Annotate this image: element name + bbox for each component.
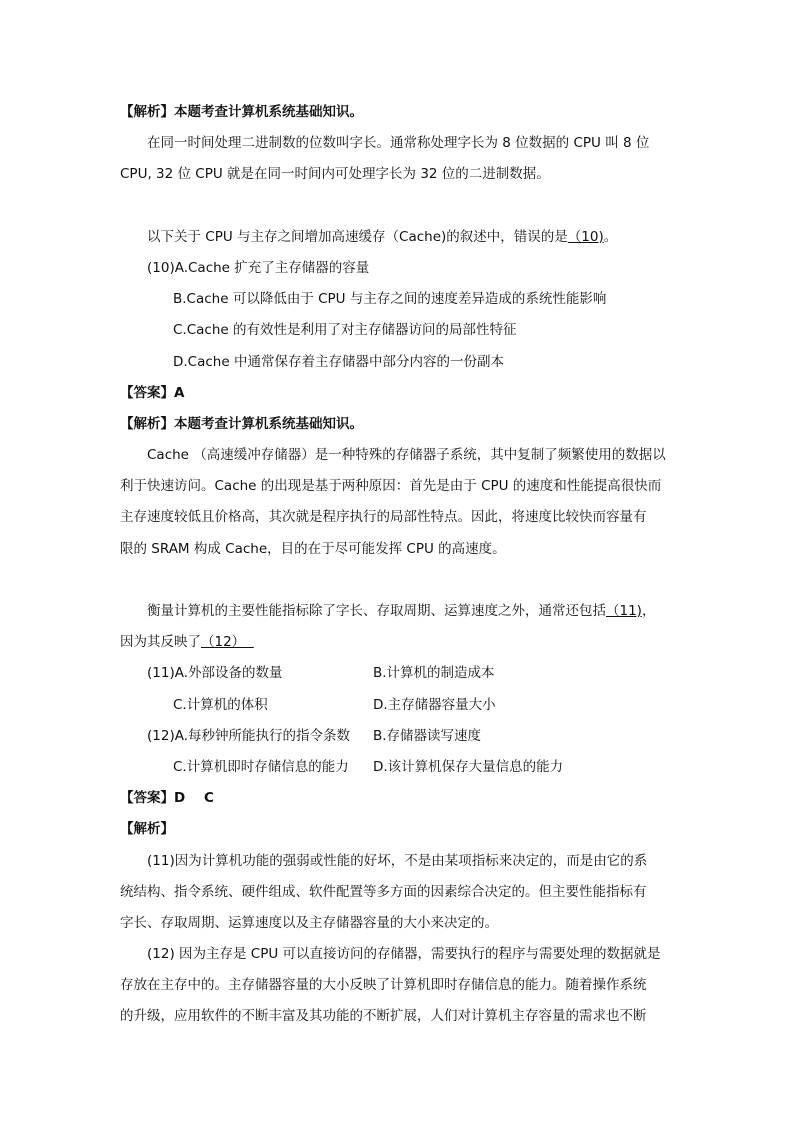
option-row: [120, 721, 680, 752]
paragraph-line: 在同一时间处理二进制数的位数叫字长。通常称处理字长为 8 位数据的 CPU 叫 8 位: [147, 135, 650, 152]
option-d: D.该计算机保存大量信息的能力: [373, 758, 564, 775]
answer-blank: （11): [606, 603, 642, 619]
paragraph-line: (11)因为计算机功能的强弱或性能的好坏，不是由某项指标来决定的，而是由它的系: [147, 852, 648, 869]
paragraph-line: 字长、存取周期、运算速度以及主存储器容量的大小来决定的。: [120, 914, 498, 931]
document-page: [120, 97, 680, 1033]
stem-text: 因为其反映了: [120, 634, 201, 651]
option-c: C.计算机的体积: [173, 696, 268, 713]
paragraph-line: CPU, 32 位 CPU 就是在同一时间内可处理字长为 32 位的二进制数据。: [120, 166, 550, 183]
answer-blank: （10): [567, 228, 604, 245]
option-b: B.Cache 可以降低由于 CPU 与主存之间的速度差异造成的系统性能影响: [173, 291, 607, 308]
option-b: B.计算机的制造成本: [373, 665, 495, 682]
paragraph-line: 利于快速访问。Cache 的出现是基于两种原因：首先是由于 CPU 的速度和性能提高很快而: [120, 478, 662, 495]
option-c: C.计算机即时存储信息的能力: [173, 758, 349, 775]
option-row: [120, 658, 680, 689]
stem-text: 衡量计算机的主要性能指标除了字长、存取周期、运算速度之外，通常还包括: [147, 603, 606, 619]
question-stem: [120, 627, 680, 658]
paragraph-line: (12) 因为主存是 CPU 可以直接访问的存储器，需要执行的程序与需要处理的数据就是: [147, 946, 661, 963]
option-a: (11)A.外部设备的数量: [147, 665, 283, 682]
option-d: D.Cache 中通常保存着主存储器中部分内容的一份副本: [173, 353, 504, 370]
question-stem: [120, 596, 680, 627]
option-row: [120, 690, 680, 721]
paragraph-line: 统结构、指令系统、硬件组成、软件配置等多方面的因素综合决定的。但主要性能指标有: [120, 883, 647, 900]
option-b: B.存储器读写速度: [373, 727, 482, 744]
analysis-heading: 【解析】本题考查计算机系统基础知识。: [120, 415, 363, 432]
answer: 【答案】A: [120, 384, 185, 401]
analysis-heading: 【解析】本题考查计算机系统基础知识。: [120, 104, 363, 120]
answer: 【答案】D C: [120, 790, 214, 807]
option-d: D.主存储器容量大小: [373, 696, 496, 713]
option-c: C.Cache 的有效性是利用了对主存储器访问的局部性特征: [173, 322, 517, 339]
question-stem: [120, 222, 680, 253]
stem-text: 以下关于 CPU 与主存之间增加高速缓存（Cache)的叙述中，错误的是: [147, 228, 568, 245]
answer-blank: （12）: [201, 634, 254, 651]
option-a: (10)A.Cache 扩充了主存储器的容量: [147, 259, 370, 276]
paragraph-line: 主存速度较低且价格高，其次就是程序执行的局部性特点。因此，将速度比较快而容量有: [120, 509, 647, 526]
stem-end: 。: [603, 228, 618, 245]
paragraph-line: 限的 SRAM 构成 Cache，目的在于尽可能发挥 CPU 的高速度。: [120, 540, 506, 557]
paragraph-line: 存放在主存中的。主存储器容量的大小反映了计算机即时存储信息的能力。随着操作系统: [120, 977, 647, 994]
option-a: (12)A.每秒钟所能执行的指令条数: [147, 727, 351, 744]
stem-end: ，: [641, 603, 656, 619]
option-row: [120, 752, 680, 783]
analysis-heading: 【解析】: [120, 821, 174, 838]
paragraph-line: 的升级，应用软件的不断丰富及其功能的不断扩展，人们对计算机主存容量的需求也不断: [120, 1008, 647, 1025]
paragraph-line: Cache （高速缓冲存储器）是一种特殊的存储器子系统，其中复制了频繁使用的数据以: [147, 447, 666, 464]
